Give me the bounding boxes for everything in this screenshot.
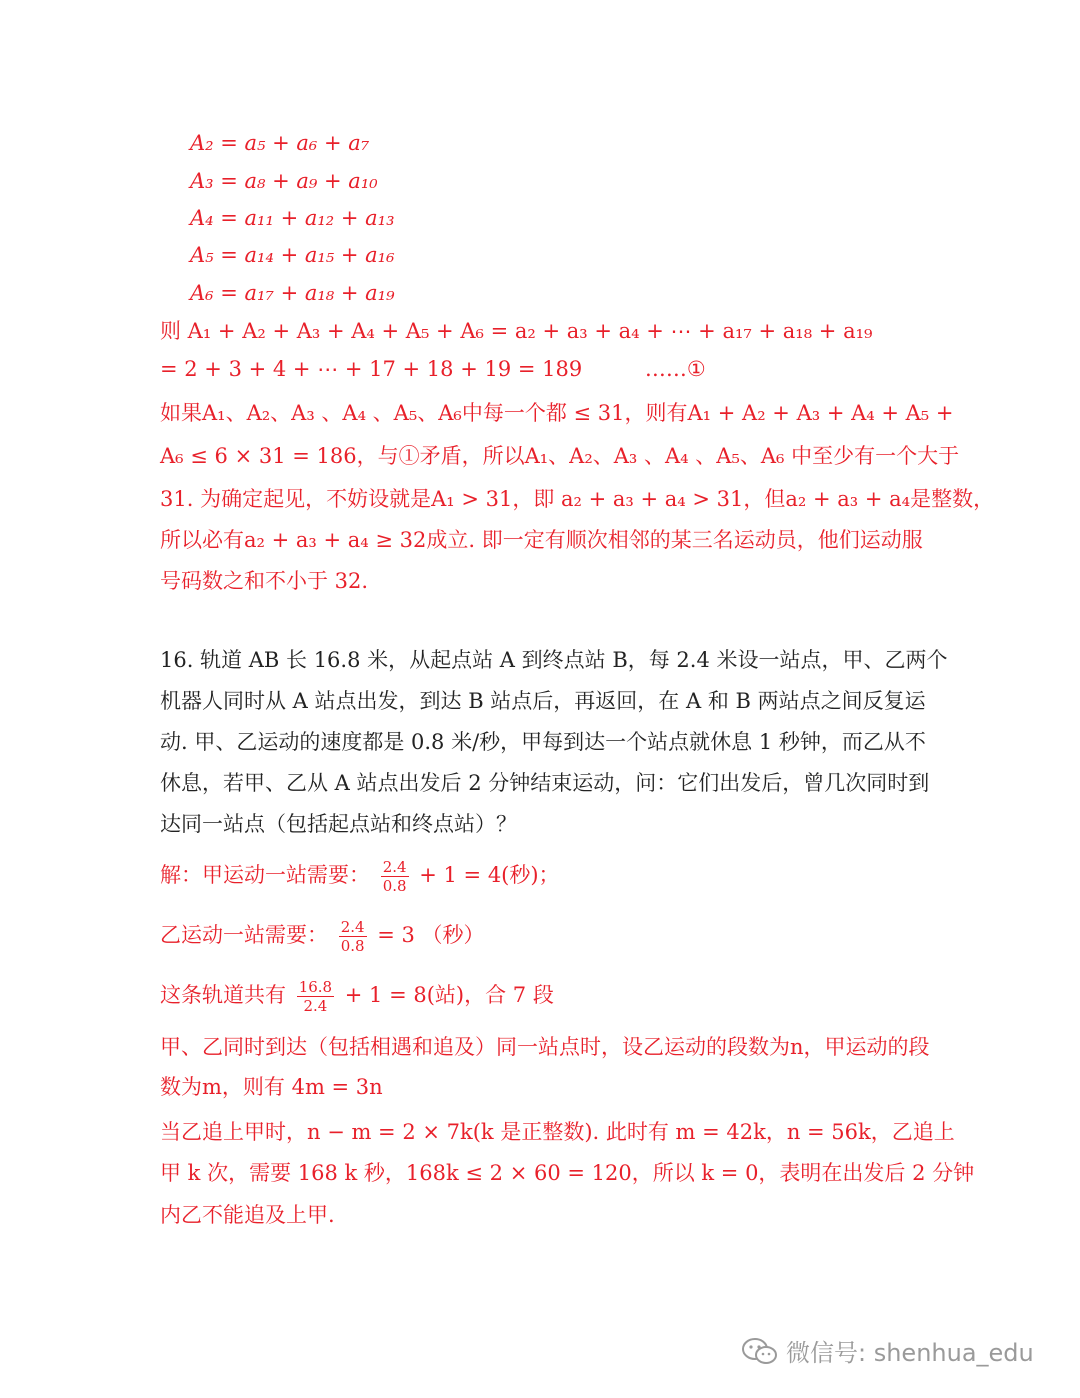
- fraction-numerator: 2.4: [340, 918, 365, 936]
- solution-line-8: 内乙不能追及上甲.: [160, 1203, 335, 1227]
- fraction-denominator: 2.4: [303, 997, 328, 1015]
- sum-equation-line1: 则 A₁ + A₂ + A₃ + A₄ + A₅ + A₆ = a₂ + a₃ + a₄ + ⋯ + a₁₇ + a₁₈ + a₁₉: [160, 319, 873, 343]
- solution-line-7: 甲 k 次，需要 168 k 秒，168k ≤ 2 × 60 = 120，所以 k = 0，表明在出发后 2 分钟: [160, 1161, 975, 1185]
- proof-line-4: 所以必有a₂ + a₃ + a₄ ≥ 32成立. 即一定有顺次相邻的某三名运动员，他们运动服: [160, 528, 923, 552]
- equation-a2: A₂ = a₅ + a₆ + a₇: [190, 131, 370, 155]
- solution-line-2-prefix: 乙运动一站需要：: [160, 923, 328, 947]
- solution-line-3-suffix: + 1 = 8(站)，合 7 段: [344, 983, 554, 1007]
- proof-line-5: 号码数之和不小于 32.: [160, 569, 369, 593]
- solution-line-1-suffix: + 1 = 4(秒)；: [419, 863, 560, 887]
- sum-equation-line2: [160, 354, 706, 384]
- problem16-line-3: 动. 甲、乙运动的速度都是 0.8 米/秒，甲每到达一个站点就休息 1 秒钟，而乙从不: [160, 730, 926, 754]
- wechat-watermark: [740, 1333, 1034, 1368]
- equation-a3: A₃ = a₈ + a₉ + a₁₀: [190, 169, 378, 193]
- solution-line-3-prefix: 这条轨道共有: [160, 983, 286, 1007]
- equation-a4: A₄ = a₁₁ + a₁₂ + a₁₃: [190, 206, 395, 230]
- solution-line-1: [160, 858, 560, 895]
- fraction-numerator: 16.8: [298, 978, 333, 996]
- proof-line-1: 如果A₁、A₂、A₃ 、A₄ 、A₅、A₆中每一个都 ≤ 31，则有A₁ + A₂ + A₃ + A₄ + A₅ +: [160, 401, 954, 425]
- fraction-denominator: 0.8: [340, 937, 365, 955]
- problem16-line-2: 机器人同时从 A 站点出发，到达 B 站点后，再返回，在 A 和 B 两站点之间反复运: [160, 689, 926, 713]
- fraction-2-4-over-0-8: [339, 918, 367, 955]
- solution-line-4: 甲、乙同时到达（包括相遇和追及）同一站点时，设乙运动的段数为n，甲运动的段: [160, 1035, 930, 1059]
- solution-line-6: 当乙追上甲时，n − m = 2 × 7k(k 是正整数). 此时有 m = 42k，n = 56k，乙追上: [160, 1120, 955, 1144]
- watermark-text: 微信号: shenhua_edu: [786, 1339, 1034, 1367]
- equation-a6: A₆ = a₁₇ + a₁₈ + a₁₉: [190, 281, 395, 305]
- fraction-denominator: 0.8: [382, 877, 407, 895]
- sum-equation-text: = 2 + 3 + 4 + ⋯ + 17 + 18 + 19 = 189: [160, 357, 583, 381]
- problem16-line-4: 休息，若甲、乙从 A 站点出发后 2 分钟结束运动，问：它们出发后，曾几次同时到: [160, 771, 930, 795]
- equation-a5: A₅ = a₁₄ + a₁₅ + a₁₆: [190, 243, 395, 267]
- solution-line-3: [160, 978, 554, 1015]
- problem16-line-5: 达同一站点（包括起点站和终点站）？: [160, 812, 517, 836]
- solution-line-2: [160, 918, 485, 955]
- wechat-icon: [740, 1336, 780, 1366]
- solution-line-5: 数为m，则有 4m = 3n: [160, 1075, 383, 1099]
- fraction-16-8-over-2-4: [297, 978, 334, 1015]
- proof-line-3: 31. 为确定起见，不妨设就是A₁ > 31，即 a₂ + a₃ + a₄ > 31，但a₂ + a₃ + a₄是整数，: [160, 487, 995, 511]
- fraction-2-4-over-0-8: [381, 858, 409, 895]
- proof-line-2: A₆ ≤ 6 × 31 = 186，与①矛盾，所以A₁、A₂、A₃ 、A₄ 、A₅、A₆ 中至少有一个大于: [160, 444, 960, 468]
- equation-mark: ……①: [644, 357, 706, 381]
- solution-line-2-suffix: = 3 （秒）: [377, 923, 485, 947]
- fraction-numerator: 2.4: [382, 858, 407, 876]
- problem16-line-1: 16. 轨道 AB 长 16.8 米，从起点站 A 到终点站 B，每 2.4 米设一站点，甲、乙两个: [160, 648, 948, 672]
- solution-line-1-prefix: 解：甲运动一站需要：: [160, 863, 370, 887]
